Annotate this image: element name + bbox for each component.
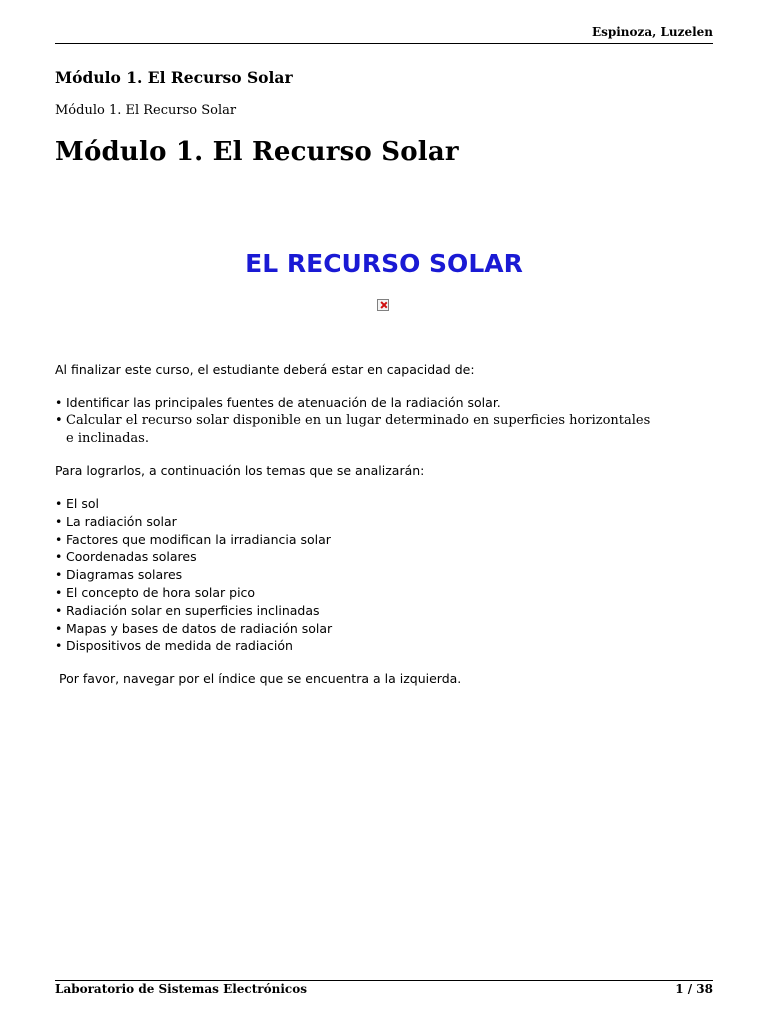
topics-intro-text: Para lograrlos, a continuación los temas que se analizarán:	[55, 463, 425, 478]
topic-item: • El concepto de hora solar pico	[55, 584, 332, 602]
topic-item: • Mapas y bases de datos de radiación solar	[55, 620, 332, 638]
topic-item: • Dispositivos de medida de radiación	[55, 637, 332, 655]
page-title: Módulo 1. El Recurso Solar	[55, 137, 459, 167]
topic-item: • Coordenadas solares	[55, 548, 332, 566]
page-number: 1 / 38	[675, 982, 713, 996]
objectives-list	[55, 394, 655, 447]
topic-item: • La radiación solar	[55, 513, 332, 531]
document-subheading: Módulo 1. El Recurso Solar	[55, 103, 237, 118]
topics-list	[55, 495, 332, 655]
footer-lab-name: Laboratorio de Sistemas Electrónicos	[55, 982, 307, 996]
topic-item: • Factores que modifican la irradiancia solar	[55, 531, 332, 549]
topic-item: • El sol	[55, 495, 332, 513]
objective-item: • Identificar las principales fuentes de atenuación de la radiación solar.	[55, 394, 655, 412]
section-banner: EL RECURSO SOLAR	[245, 249, 523, 278]
header-divider	[55, 43, 713, 44]
closing-text: Por favor, navegar por el índice que se encuentra a la izquierda.	[59, 671, 462, 686]
footer-divider	[55, 980, 713, 981]
topic-item: • Diagramas solares	[55, 566, 332, 584]
page-header-author: Espinoza, Luzelen	[591, 25, 713, 39]
intro-text: Al finalizar este curso, el estudiante deberá estar en capacidad de:	[55, 362, 475, 377]
objective-item: • Calcular el recurso solar disponible en un lugar determinado en superficies horizontales e inclinadas.	[55, 412, 655, 448]
topic-item: • Radiación solar en superficies inclinadas	[55, 602, 332, 620]
document-heading: Módulo 1. El Recurso Solar	[55, 68, 293, 87]
broken-image-icon	[377, 299, 389, 311]
